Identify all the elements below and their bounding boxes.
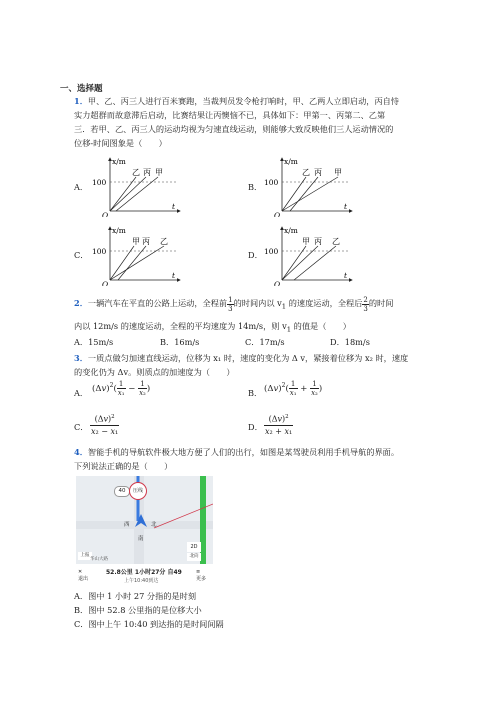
q4-option-a: A．图中 1 小时 27 分指的是时刻 — [74, 591, 197, 601]
q3-option-d-label: D． — [248, 422, 263, 432]
origin-label: O — [274, 280, 281, 286]
navigation-arrow-icon — [134, 514, 148, 528]
t-label: t — [172, 202, 176, 211]
fraction-one-third: $\frac{1}{3}$ — [228, 295, 233, 313]
q1-line-2: 实力超群而故意滞后启动，比赛结果让丙懊恼不已，具体如下：甲第一、丙第二、乙第 — [74, 110, 386, 120]
north-up-button[interactable]: 北向 — [187, 553, 201, 561]
origin-label: O — [102, 211, 109, 217]
q3-option-c-label: C． — [74, 422, 89, 432]
y-axis-label: x/m — [112, 157, 126, 166]
q1-line-4: 位移-时间图象是（ ） — [74, 138, 167, 148]
q1-option-d-label: D． — [248, 250, 263, 260]
road-label-south: 南 — [138, 536, 144, 542]
navigation-map — [76, 476, 213, 586]
y-axis-label: x/m — [284, 157, 298, 166]
2d-button[interactable]: 2D — [187, 542, 201, 552]
q2-number: 2． — [74, 298, 88, 308]
q1-graph-b — [264, 155, 354, 217]
label-jia: 甲 — [132, 237, 140, 246]
label-yi: 乙 — [160, 237, 168, 246]
fraction-two-thirds: $\frac{2}{3}$ — [363, 295, 368, 313]
q1-option-b-label: B． — [248, 182, 263, 192]
q1-graph-d — [264, 224, 354, 286]
q4-number: 4． — [74, 447, 88, 457]
y-axis-label: x/m — [284, 226, 298, 235]
label-yi: 乙 — [302, 168, 310, 177]
q1-line-1: 1．甲、乙、丙三人进行百米赛跑，当裁判员发令枪打响时，甲、乙两人立即启动，丙自恃 — [74, 96, 400, 106]
speed-limit-badge: 40 — [114, 486, 130, 497]
tick-100: 100 — [92, 247, 107, 256]
q1-number: 1． — [74, 96, 88, 106]
exit-button[interactable]: ✕ 退出 — [78, 569, 89, 582]
label-yi: 乙 — [132, 168, 140, 177]
q2-option-b: B．16m/s — [160, 337, 200, 347]
q3-option-b-label: B． — [248, 388, 263, 398]
q3-line-1: 3．一质点做匀加速直线运动，位移为 x₁ 时，速度的变化为 Δ v，紧接着位移为 x₂ 时，速度 — [74, 353, 409, 363]
t-label: t — [172, 271, 176, 280]
label-bing: 丙 — [142, 237, 150, 246]
report-button[interactable]: 上报 — [78, 552, 92, 560]
q1-option-c-label: C． — [74, 250, 89, 260]
camera-badge: 压线 — [129, 482, 147, 500]
label-bing: 丙 — [143, 168, 151, 177]
label-jia: 甲 — [302, 237, 310, 246]
label-jia: 甲 — [334, 168, 342, 177]
q1-graph-c — [92, 224, 182, 286]
origin-label: O — [274, 211, 281, 217]
t-label: t — [344, 202, 348, 211]
trip-summary: 52.8公里 1小时27分 自49 — [106, 569, 182, 576]
road-label-north: 北 — [151, 522, 157, 528]
more-button[interactable]: ≡ 更多 — [196, 569, 207, 582]
road-label-west: 西 — [124, 522, 130, 528]
close-icon: ✕ — [78, 569, 83, 575]
q3-option-c-formula: $\frac{(\Delta v)^2}{\text{x₂ − x₁}}$ — [91, 414, 119, 436]
q2-option-c: C．17m/s — [245, 337, 285, 347]
section-title: 一、选择题 — [60, 84, 103, 94]
q3-number: 3． — [74, 353, 88, 363]
y-axis-label: x/m — [112, 226, 126, 235]
q3-option-a-label: A． — [74, 388, 89, 398]
q3-option-a-formula: $(\Delta v)^2$( $\frac{1}{\text{x₁}}$ − $\frac{1}{\text{x₂}}$ ) — [92, 380, 151, 397]
label-bing: 丙 — [314, 237, 322, 246]
q2-line-2: 内以 12m/s 的速度运动，全程的平均速度为 14m/s，则 $v_1$ 的值是（ ） — [74, 321, 351, 334]
q1-graph-a — [92, 155, 182, 217]
q2-option-d: D．18m/s — [330, 337, 370, 347]
origin-label: O — [102, 280, 109, 286]
tick-100: 100 — [264, 178, 279, 187]
q4-line-2: 下列说法正确的是（ ） — [74, 461, 173, 471]
q4-line-1: 4．智能手机的导航软件极大地方便了人们的出行，如图是某驾驶员利用手机导航的界面。 — [74, 447, 400, 457]
q3-option-d-formula: $\frac{(\Delta v)^2}{\text{x₂ + x₁}}$ — [265, 414, 293, 436]
menu-icon: ≡ — [196, 569, 201, 575]
q4-option-b: B．图中 52.8 公里指的是位移大小 — [74, 605, 202, 615]
arrival-time: 上午10:40到达 — [124, 578, 159, 584]
q2-option-a: A．15m/s — [74, 337, 114, 347]
t-label: t — [344, 271, 348, 280]
tick-100: 100 — [264, 247, 279, 256]
q4-option-c: C．图中上午 10:40 到达指的是时间间隔 — [74, 619, 224, 629]
q1-line-3: 三．若甲、乙、丙三人的运动均视为匀速直线运动，则能够大致反映他们三人运动情况的 — [74, 124, 394, 134]
q3-option-b-formula: $(\Delta v)^2$( $\frac{1}{\text{x₁}}$ + $\frac{1}{\text{x₂}}$ ) — [264, 380, 323, 397]
tick-100: 100 — [92, 178, 107, 187]
label-bing: 丙 — [314, 168, 322, 177]
q2-line-1: 2．一辆汽车在平直的公路上运动，全程前 $\frac{1}{3}$ 的时间内以 $v_1$ 的速度运动，全程后 $\frac{2}{3}$ 的时间 — [74, 295, 394, 313]
label-yi: 乙 — [332, 237, 340, 246]
label-jia: 甲 — [155, 168, 163, 177]
q3-line-2: 的变化仍为 Δv。则质点的加速度为（ ） — [74, 367, 235, 377]
q1-option-a-label: A． — [74, 182, 89, 192]
street-label: 华山大路 — [90, 557, 108, 562]
